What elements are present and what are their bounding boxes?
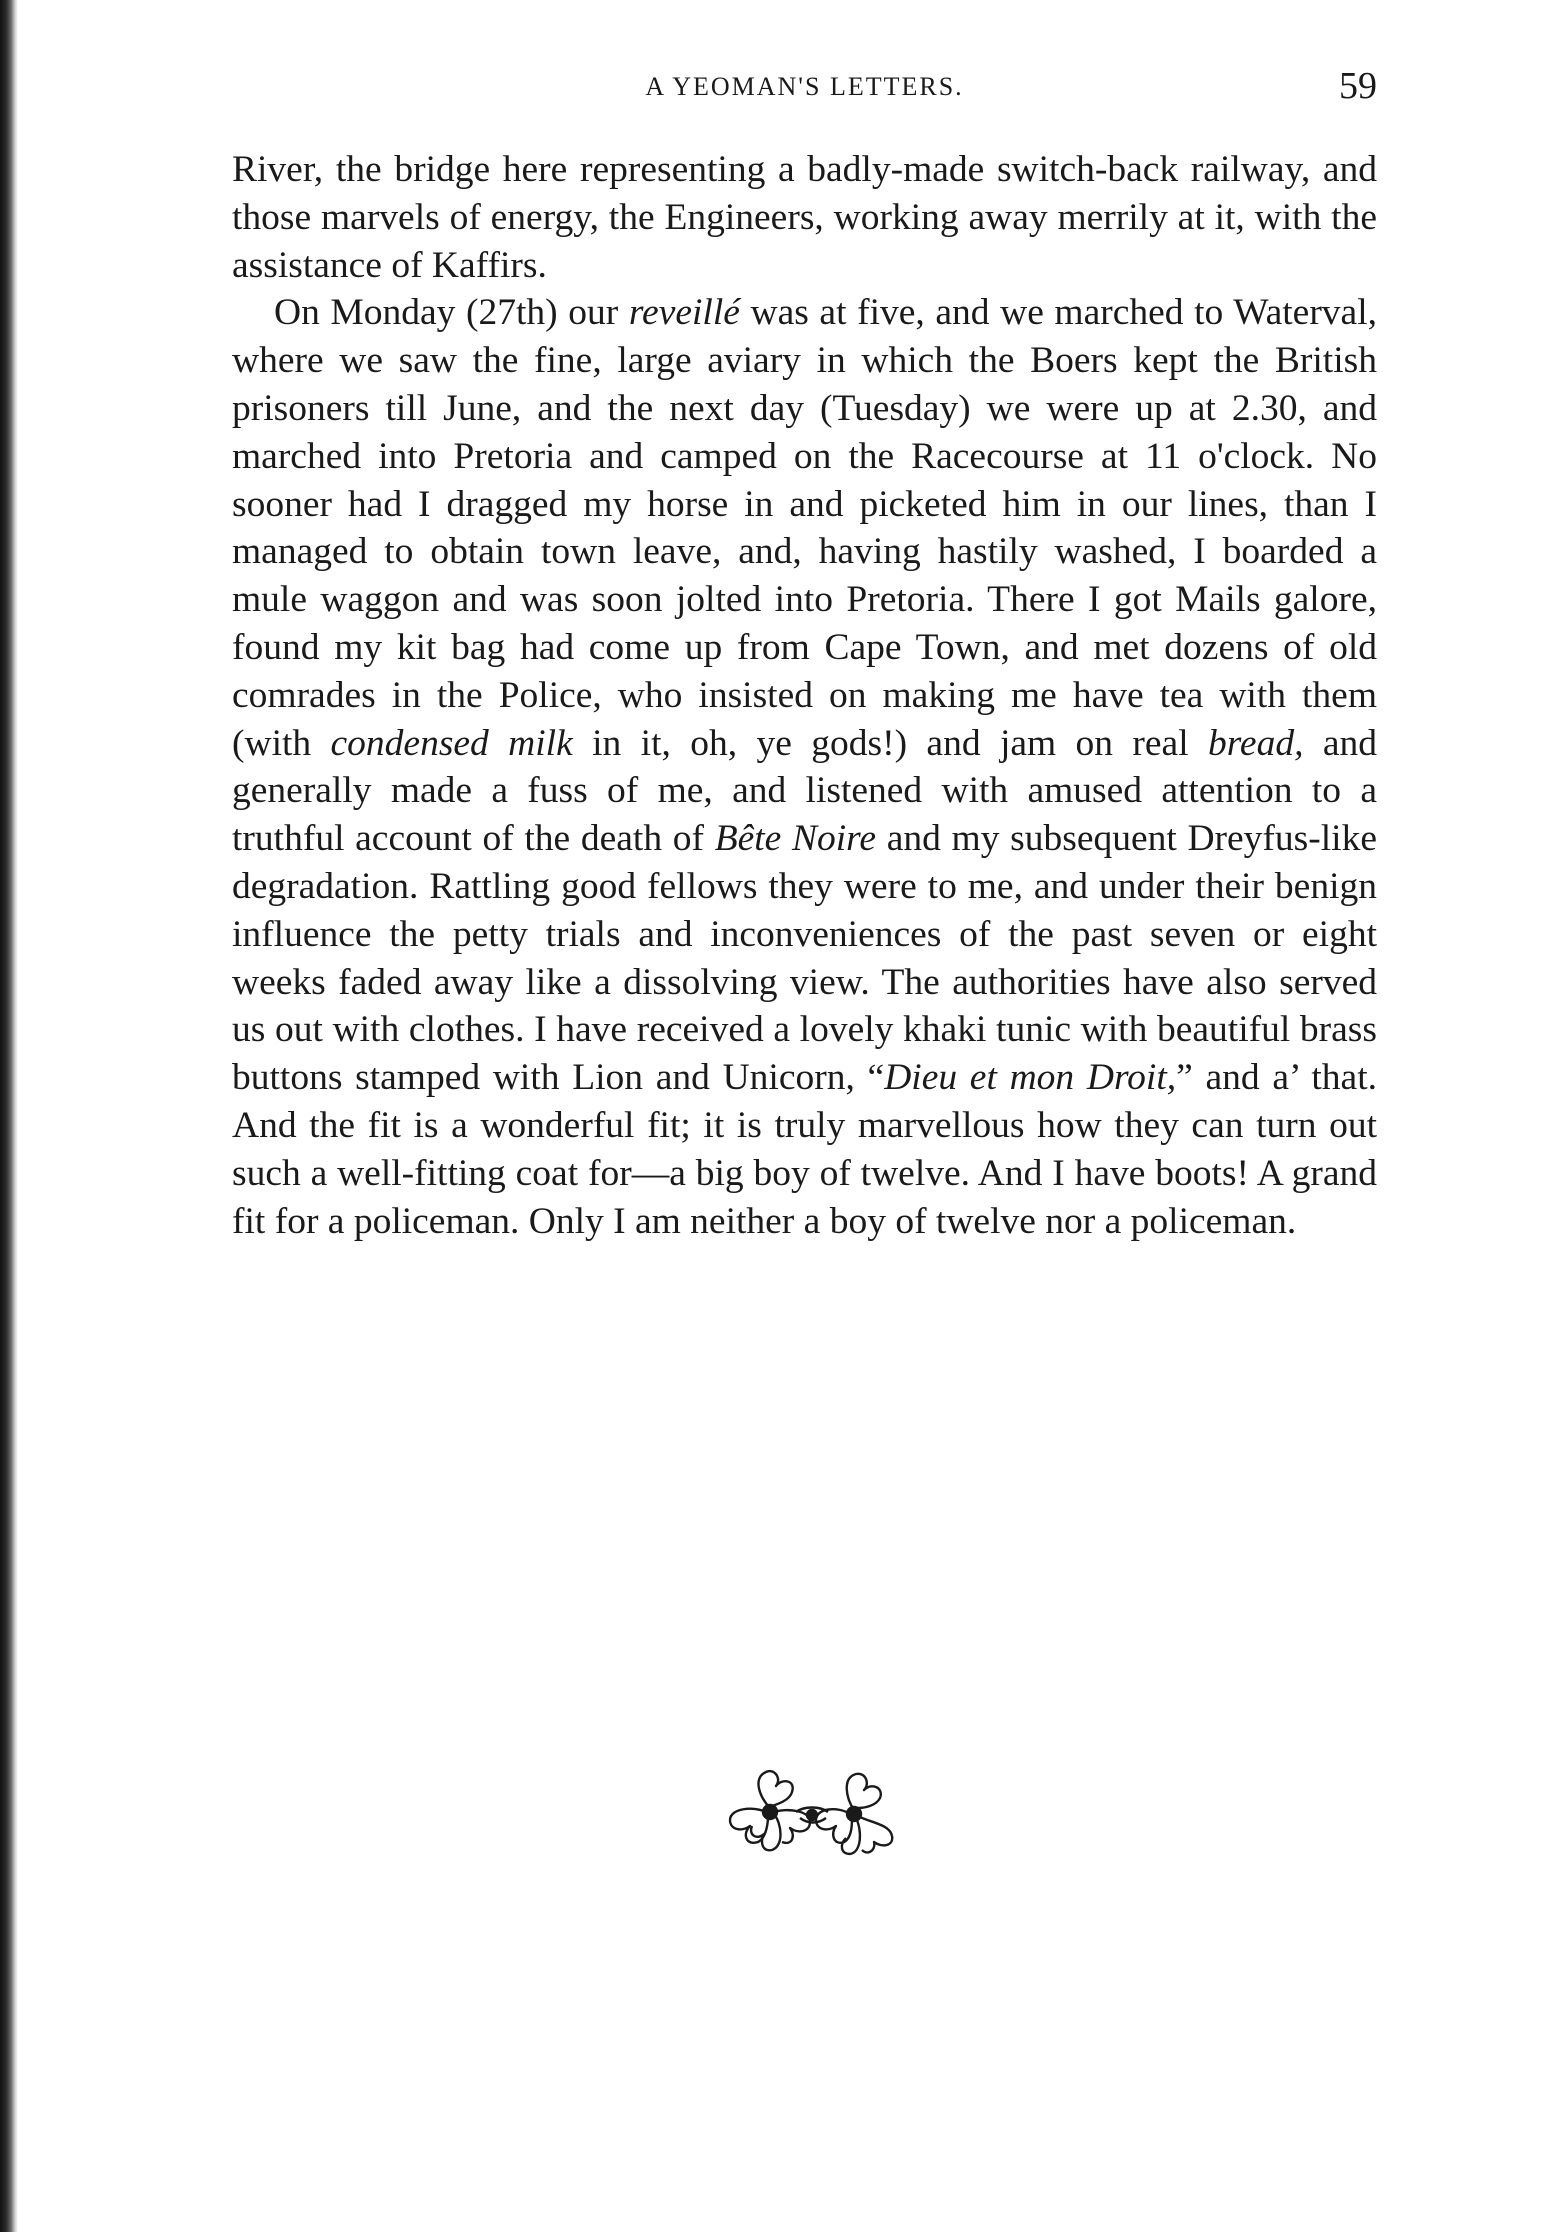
text-segment: in it, oh, ye gods!) and jam on real: [572, 722, 1208, 764]
text-segment: ” and a’ that. And the fit is a wonderful fit; it is truly marvellous how they can turn out such a well-fitting coat for—a big boy of twelve. And I have boots! A grand fit for a policeman. Only I am neither a boy of twelve nor a policeman.: [232, 1057, 1377, 1242]
text-segment: River, the bridge here representing a badly-made switch-back railway, and those marvels of energy, the Engineers, working away merrily at it, with the assistance of Kaffirs.: [232, 149, 1377, 286]
text-segment: and my subsequent Dreyfus-like degradation. Rattling good fellows they were to me, and under their benign influence the petty trials and inconveniences of the past seven or eight weeks faded away like a dissolving view. The authorities have also served us out with clothes. I have received a lovely khaki tunic with beautiful brass buttons stamped with Lion and Unicorn, “: [232, 818, 1377, 1099]
text-segment: and generally made a fuss of me, and listened with amused attention to a truthful account of the death of: [232, 722, 1377, 860]
page-gutter-shadow: [0, 0, 18, 2232]
text-segment: was at five, and we marched to Waterval, where we saw the fine, large aviary in which the Boers kept the British prisoners till June, and the next day (Tuesday) we were up at 2.30, and marched into Pretoria and camped on the Racecourse at 11 o'clock. No sooner had I dragged my horse in and picketed him in our lines, than I managed to obtain town leave, and, having hastily washed, I boarded a mule waggon and was soon jolted into Pretoria. There I got Mails galore, found my kit bag had come up from Cape Town, and met dozens of old comrades in the Police, who insisted on making me have tea with them (with: [232, 292, 1377, 764]
italic-text: condensed milk: [330, 722, 573, 764]
page-header: [232, 64, 1377, 124]
body-text: [232, 146, 1377, 1245]
page-number: 59: [1339, 65, 1377, 107]
floral-tailpiece-svg: [708, 1762, 918, 1872]
floral-tailpiece-icon: [708, 1762, 918, 1872]
right-flower-icon: [816, 1774, 892, 1854]
paragraph: [232, 289, 1377, 1245]
italic-text: Dieu et mon Droit,: [884, 1057, 1177, 1099]
italic-text: bread,: [1207, 722, 1304, 764]
text-segment: On Monday (27th) our: [274, 292, 629, 334]
paragraph: [232, 146, 1377, 289]
running-title: A YEOMAN'S LETTERS.: [645, 72, 964, 101]
italic-text: reveillé: [628, 292, 740, 334]
italic-text: Bête Noire: [714, 818, 877, 860]
